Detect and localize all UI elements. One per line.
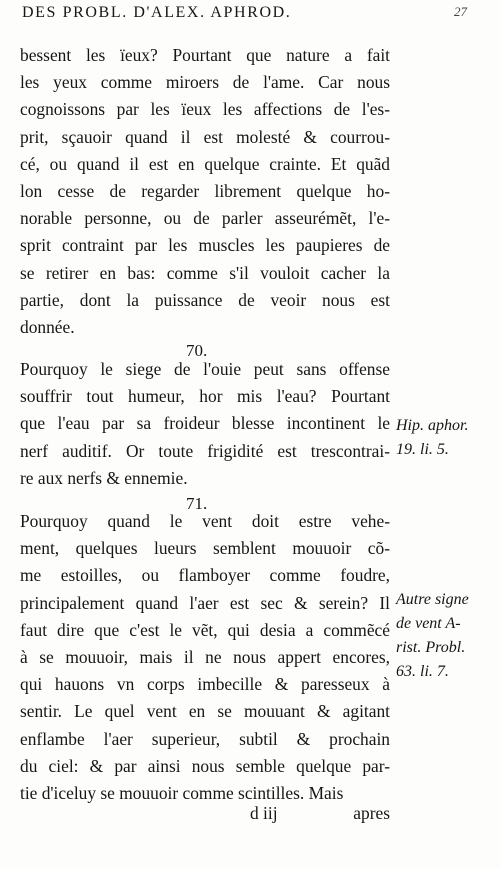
problem-71-line: enflambe l'aer superieur, subtil & prochain <box>20 728 390 749</box>
margin-note-line: Autre signe <box>396 591 469 608</box>
problem-71-line: Pourquoy quand le vent doit estre vehe- <box>20 511 390 531</box>
paragraph-line: cé, ou quand il est en quelque crainte. Et quãd <box>20 153 390 174</box>
problem-71-line: à se mouuoir, mais il ne nous appert encores, <box>20 646 390 667</box>
paragraph-line: cognoissons par les ïeux les affections de l'es- <box>20 99 390 120</box>
paragraph-line: norable personne, ou de parler asseurémẽt, l'e- <box>20 208 390 229</box>
problem-70-line: nerf auditif. Or toute frigidité est trescontrai- <box>20 440 390 461</box>
folio-number: 27 <box>454 4 467 19</box>
problem-71-line: ment, quelques lueurs semblent mouuoir cõ- <box>20 538 390 559</box>
problem-70-line: souffrir tout humeur, hor mis l'eau? Pourtant <box>20 386 390 407</box>
paragraph-line: bessent les ïeux? Pourtant que nature a fait <box>20 45 390 65</box>
paragraph-line: prit, sçauoir quand il est molesté & courrou- <box>20 126 390 147</box>
paragraph-continuation <box>20 42 390 341</box>
problem-70-line: Pourquoy le siege de l'ouie peut sans offense <box>20 359 390 379</box>
margin-note-aristotle <box>396 588 469 684</box>
paragraph-line: lon cesse de regarder librement quelque ho- <box>20 180 390 201</box>
margin-note-hippocrates <box>396 414 468 462</box>
problem-70-line: re aux nerfs & ennemie. <box>20 467 188 488</box>
problem-71-line: principalement quand l'aer est sec & serein? Il <box>20 592 390 613</box>
paragraph-line: les yeux comme miroers de l'ame. Car nous <box>20 72 390 93</box>
margin-note-line: rist. Probl. <box>396 639 466 656</box>
paragraph-line: partie, dont la puissance de veoir nous est <box>20 289 390 310</box>
paragraph-line: se retirer en bas: comme s'il vouloit cacher la <box>20 262 390 283</box>
page-footer <box>20 803 390 830</box>
margin-note-line: 19. li. 5. <box>396 441 449 458</box>
problem-70-text <box>20 356 390 492</box>
problem-71-line: faut dire que c'est le vẽt, qui desia a commẽcé <box>20 619 390 640</box>
problem-71-line: du ciel: & par ainsi nous semble quelque par- <box>20 755 390 776</box>
problem-71-line: tie d'iceluy se mouuoir comme scintilles. Mais <box>20 782 344 803</box>
problem-71-text <box>20 508 390 807</box>
catchword: apres <box>353 803 390 823</box>
problem-number-70: 70. <box>186 341 208 360</box>
paragraph-line: sprit contraint par les muscles les paupieres de <box>20 235 390 256</box>
problem-71-line: me estoilles, ou flamboyer comme foudre, <box>20 565 390 586</box>
problem-70-line: que l'eau par sa froideur blesse incontinent le <box>20 413 390 434</box>
margin-note-line: Hip. aphor. <box>396 417 469 434</box>
problem-number-71: 71. <box>186 494 208 513</box>
running-title: DES PROBL. D'ALEX. APHROD. <box>22 4 292 21</box>
paragraph-line: donnée. <box>20 316 75 337</box>
problem-71-line: qui hauons vn corps imbecille & paresseux à <box>20 674 390 695</box>
problem-71-line: sentir. Le quel vent en se mouuant & agitant <box>20 701 390 722</box>
margin-note-line: de vent A- <box>396 615 461 632</box>
margin-note-line: 63. li. 7. <box>396 663 449 680</box>
signature-mark: d iij <box>250 803 278 823</box>
